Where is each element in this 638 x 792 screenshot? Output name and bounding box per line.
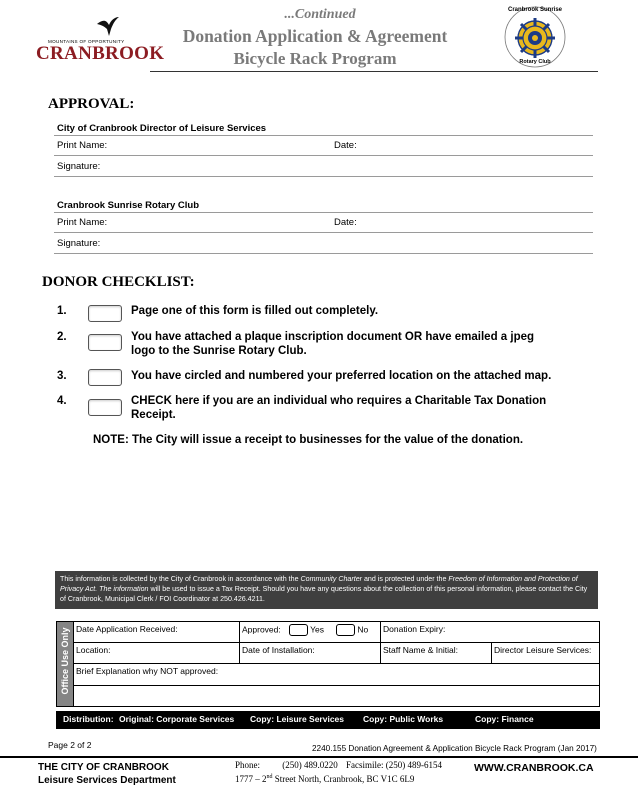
item-number: 3. (57, 370, 67, 382)
checklist-item-1: Page one of this form is filled out completely. (131, 305, 379, 317)
privacy-notice (55, 571, 598, 609)
page-title: Donation Application & Agreement (182, 26, 448, 46)
distribution-bar (56, 711, 600, 729)
print-name-label: Print Name: (57, 217, 108, 228)
signature-line[interactable] (54, 253, 593, 254)
approved-no-label: No (357, 624, 369, 635)
privacy-text: will be used to issue a Tax Receipt. Should you have any questions about the collection of this personal information, please contact the City of Cranbrook, Municipal Clerk / FOI Coordinator at 250.426.4211. (60, 584, 588, 603)
office-use-label: Office Use Only (60, 627, 70, 695)
footer-website[interactable]: WWW.CRANBROOK.CA (474, 762, 594, 774)
city-director-label: City of Cranbrook Director of Leisure Services (57, 123, 267, 134)
phone-label: Phone: (235, 760, 261, 770)
fax-number: (250) 489-6154 (385, 760, 443, 770)
print-name-label: Print Name: (57, 140, 108, 151)
table-rule (73, 642, 599, 643)
table-rule (239, 622, 240, 663)
table-rule (491, 643, 492, 663)
distribution-copy-public-works: Copy: Public Works (363, 714, 444, 724)
privacy-text: and is protected under the (362, 575, 449, 583)
explanation-field[interactable]: Brief Explanation why NOT approved: (76, 666, 219, 676)
donation-expiry-field[interactable]: Donation Expiry: (383, 624, 446, 634)
phone-number: (250) 489.0220 (282, 760, 338, 770)
checklist-item-2: You have attached a plaque inscription document OR have emailed a jpeg logo to the Sunrise Rotary Club. (131, 331, 535, 357)
cranbrook-logo (30, 14, 165, 66)
signature-label: Signature: (57, 161, 101, 172)
checklist-heading: DONOR CHECKLIST: (42, 274, 195, 290)
installation-date-field[interactable]: Date of Installation: (242, 645, 315, 655)
approval-heading: APPROVAL: (48, 96, 135, 112)
bird-icon (96, 16, 120, 38)
checklist-checkbox-2[interactable] (88, 334, 122, 351)
table-rule (73, 663, 599, 664)
page-number: Page 2 of 2 (48, 740, 92, 750)
approved-field (242, 624, 368, 636)
checklist-checkbox-1[interactable] (88, 305, 122, 322)
date-label: Date: (334, 217, 357, 228)
staff-name-field[interactable]: Staff Name & Initial: (383, 645, 458, 655)
page-subtitle: Bicycle Rack Program (233, 49, 397, 68)
address-ordinal: nd (266, 774, 273, 780)
director-field[interactable]: Director Leisure Services: (494, 645, 592, 655)
rotary-logo (502, 4, 568, 70)
checklist-note: NOTE: The City will issue a receipt to businesses for the value of the donation. (93, 434, 524, 446)
print-name-line[interactable] (54, 232, 593, 233)
footer-rule (0, 756, 638, 758)
privacy-information: The information (99, 584, 149, 593)
distribution-copy-leisure: Copy: Leisure Services (250, 714, 345, 724)
office-use-table (56, 621, 600, 707)
header-rule (150, 71, 598, 72)
approved-no-checkbox[interactable] (336, 624, 355, 636)
footer-phone-line (235, 759, 442, 771)
office-use-side (57, 622, 74, 706)
distribution-copy-finance: Copy: Finance (475, 714, 534, 724)
location-field[interactable]: Location: (76, 645, 111, 655)
address-street: Street North, Cranbrook, BC V1C 6L9 (272, 774, 415, 784)
brand-name: CRANBROOK (36, 43, 165, 64)
divider (54, 135, 593, 136)
privacy-charter: Community Charter (300, 575, 363, 583)
continued-label: ...Continued (284, 7, 356, 22)
footer-contact (235, 759, 442, 785)
date-label: Date: (334, 140, 357, 151)
checklist-item-4: CHECK here if you are an individual who requires a Charitable Tax Donation Receipt. (131, 395, 547, 421)
table-rule (73, 685, 599, 686)
rotary-name-bottom: Rotary Club (519, 59, 551, 65)
fax-label: Facsimile: (346, 760, 384, 770)
signature-line[interactable] (54, 176, 593, 177)
footer-address (235, 771, 442, 785)
distribution-label: Distribution: (63, 714, 114, 724)
address-number: 1777 – 2 (235, 774, 267, 784)
item-number: 2. (57, 331, 67, 343)
brand-tagline: MOUNTAINS OF OPPORTUNITY (48, 39, 125, 44)
checklist-checkbox-3[interactable] (88, 369, 122, 386)
footer-department: Leisure Services Department (38, 775, 176, 786)
divider (54, 212, 593, 213)
item-number: 1. (57, 305, 67, 317)
signature-label: Signature: (57, 238, 101, 249)
print-name-line[interactable] (54, 155, 593, 156)
footer-org-name: THE CITY OF CRANBROOK (38, 762, 169, 773)
checklist-item-3: You have circled and numbered your preferred location on the attached map. (131, 370, 552, 382)
approved-yes-checkbox[interactable] (289, 624, 308, 636)
privacy-foi-act: Freedom of Information and Protection of Privacy Act. (60, 575, 578, 593)
table-rule (380, 622, 381, 663)
privacy-text: This information is collected by the City of Cranbrook in accordance with the (60, 575, 301, 583)
checklist-checkbox-4[interactable] (88, 399, 122, 416)
distribution-original: Original: Corporate Services (119, 714, 235, 724)
rotary-club-label: Cranbrook Sunrise Rotary Club (57, 200, 199, 211)
document-reference: 2240.155 Donation Agreement & Application Bicycle Rack Program (Jan 2017) (312, 744, 597, 753)
rotary-name-top: Cranbrook Sunrise (507, 7, 562, 13)
date-received-field[interactable]: Date Application Received: (76, 624, 178, 634)
approved-label: Approved: (242, 624, 281, 635)
item-number: 4. (57, 395, 67, 407)
approved-yes-label: Yes (310, 624, 324, 635)
